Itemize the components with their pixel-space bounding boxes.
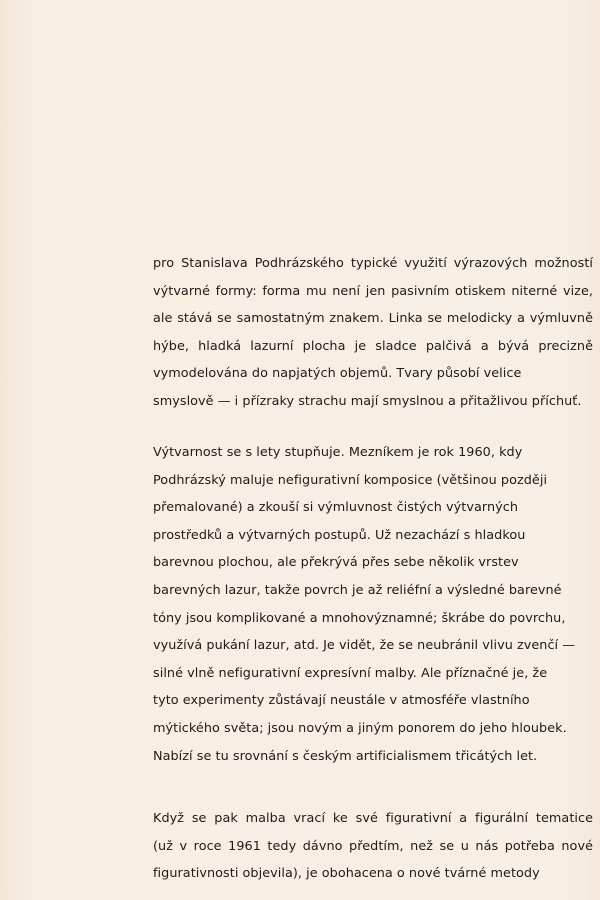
text-line: ale stává se samostatným znakem. Linka se melodicky a výmluvně bbox=[153, 311, 593, 327]
text-line: Nabízí se tu srovnání s českým artificialismem třicátých let. bbox=[153, 748, 538, 764]
text-line: barevných lazur, takže povrch je až reliéfní a výsledné barevné bbox=[153, 582, 562, 598]
text-line: výtvarné formy: forma mu není jen pasivním otiskem niterné vize, bbox=[153, 283, 593, 299]
text-line: hýbe, hladká lazurní plocha je sladce palčivá a bývá precizně bbox=[153, 338, 593, 354]
text-line: vymodelována do napjatých objemů. Tvary působí velice bbox=[153, 366, 522, 382]
text-line: Výtvarnost se s lety stupňuje. Mezníkem je rok 1960, kdy bbox=[153, 445, 523, 460]
text-line: silné vlně nefigurativní expresívní malby. Ale příznačné je, že bbox=[153, 665, 548, 681]
text-line: Podhrázský maluje nefigurativní komposice (většinou později bbox=[153, 472, 548, 488]
text-line: pro Stanislava Podhrázského typické využití výrazových možností bbox=[153, 256, 593, 271]
text-line: tóny jsou komplikované a mnohovýznamné; škrábe do povrchu, bbox=[153, 610, 566, 626]
text-line: prostředků a výtvarných postupů. Už nezachází s hladkou bbox=[153, 527, 526, 543]
paragraph-2 bbox=[153, 439, 600, 770]
paragraph-3 bbox=[153, 805, 600, 888]
text-line: přemalované) a zkouší si výmluvnost čistých výtvarných bbox=[153, 500, 518, 516]
text-line: tyto experimenty zůstávají neustále v atmosféře vlastního bbox=[153, 693, 530, 709]
text-line: barevnou plochou, ale překrývá přes sebe několik vrstev bbox=[153, 555, 519, 571]
text-line: (už v roce 1961 tedy dávno předtím, než se u nás potřeba nové bbox=[153, 838, 593, 854]
text-line: smyslově — i přízraky strachu mají smyslnou a přitažlivou příchuť. bbox=[153, 393, 582, 409]
text-line: figurativnosti objevila), je obohacena o nové tvárné metody bbox=[153, 866, 540, 882]
text-line: využívá pukání lazur, atd. Je vidět, že se neubránil vlivu zvenčí — bbox=[153, 638, 576, 654]
text-line: mýtického světa; jsou novým a jiným ponorem do jeho hloubek. bbox=[153, 720, 567, 736]
paragraph-1 bbox=[153, 250, 600, 416]
text-line: Když se pak malba vrací ke své figurativní a figurální tematice bbox=[153, 811, 593, 826]
